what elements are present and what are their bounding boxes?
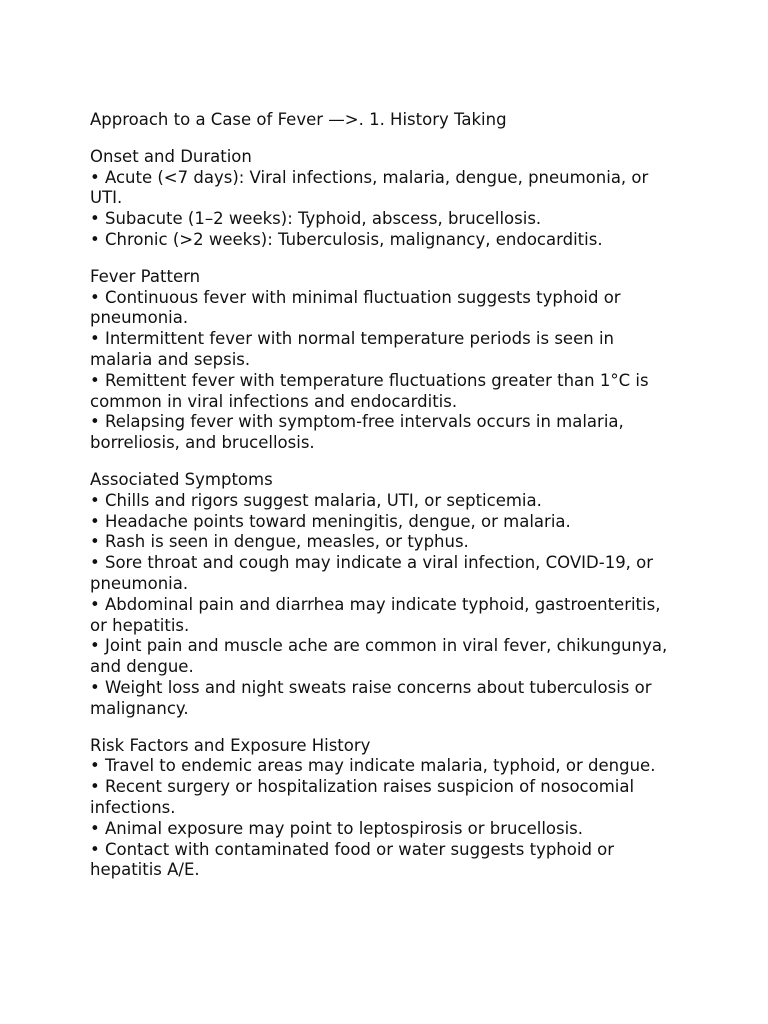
section-heading: Risk Factors and Exposure History [90, 735, 371, 755]
bullet-item: • Joint pain and muscle ache are common in viral fever, chikungunya, and dengue. [90, 636, 668, 677]
section-heading: Associated Symptoms [90, 469, 273, 489]
bullet-item: • Remittent fever with temperature fluctuations greater than 1°C is common in viral infections and endocarditis. [90, 370, 649, 411]
bullet-item: • Headache points toward meningitis, dengue, or malaria. [90, 511, 571, 531]
section-fever-pattern [90, 267, 680, 454]
bullet-item: • Abdominal pain and diarrhea may indicate typhoid, gastroenteritis, or hepatitis. [90, 594, 661, 635]
bullet-item: • Animal exposure may point to leptospirosis or brucellosis. [90, 818, 584, 838]
bullet-item: • Travel to endemic areas may indicate malaria, typhoid, or dengue. [90, 756, 656, 776]
bullet-item: • Acute (<7 days): Viral infections, malaria, dengue, pneumonia, or UTI. [90, 167, 649, 208]
document-title: Approach to a Case of Fever —>. 1. History Taking [90, 110, 507, 129]
section-heading: Fever Pattern [90, 266, 201, 286]
bullet-item: • Chills and rigors suggest malaria, UTI, or septicemia. [90, 490, 542, 510]
bullet-item: • Continuous fever with minimal fluctuation suggests typhoid or pneumonia. [90, 287, 621, 328]
section-risk-factors [90, 736, 680, 882]
document-page [90, 110, 680, 897]
section-associated-symptoms [90, 470, 680, 720]
bullet-item: • Chronic (>2 weeks): Tuberculosis, malignancy, endocarditis. [90, 229, 603, 249]
bullet-item: • Intermittent fever with normal temperature periods is seen in malaria and sepsis. [90, 329, 614, 369]
bullet-item: • Contact with contaminated food or water suggests typhoid or hepatitis A/E. [90, 839, 615, 880]
bullet-item: • Rash is seen in dengue, measles, or typhus. [90, 532, 469, 552]
bullet-item: • Sore throat and cough may indicate a viral infection, COVID-19, or pneumonia. [90, 553, 654, 593]
section-heading: Onset and Duration [90, 146, 252, 166]
bullet-item: • Weight loss and night sweats raise concerns about tuberculosis or malignancy. [90, 677, 652, 718]
bullet-item: • Relapsing fever with symptom-free intervals occurs in malaria, borreliosis, and brucellosis. [90, 412, 624, 453]
bullet-item: • Recent surgery or hospitalization raises suspicion of nosocomial infections. [90, 777, 635, 817]
bullet-item: • Subacute (1–2 weeks): Typhoid, abscess, brucellosis. [90, 209, 542, 229]
section-onset-duration [90, 147, 680, 251]
